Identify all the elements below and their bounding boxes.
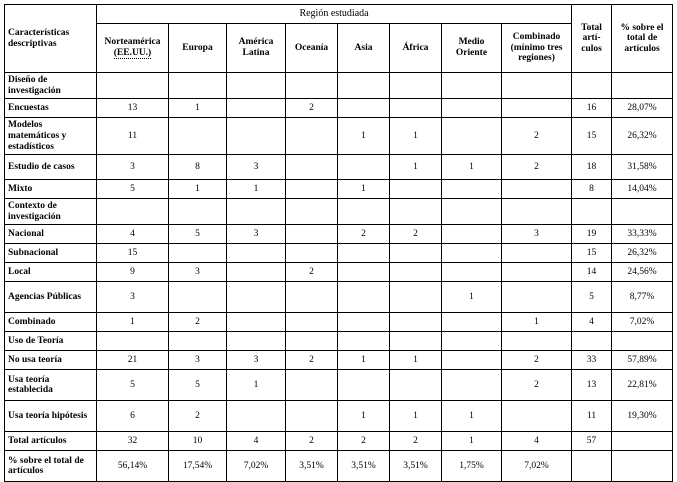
row-label: Contexto de investigación [5, 199, 97, 225]
cell-asia [338, 99, 390, 118]
table-row [5, 401, 673, 432]
col-header-total-articulos: Total artí-culos [572, 5, 612, 73]
col-header-medio-oriente: Medio Oriente [442, 24, 502, 73]
cell-oceania [286, 244, 338, 263]
cell-total_articulos [572, 451, 612, 482]
cell-america_latina: 3 [227, 155, 286, 180]
cell-asia [338, 332, 390, 351]
cell-africa [390, 199, 442, 225]
cell-norteamerica [97, 199, 169, 225]
cell-oceania [286, 313, 338, 332]
cell-europa: 3 [169, 351, 227, 370]
cell-america_latina [227, 99, 286, 118]
cell-america_latina: 1 [227, 370, 286, 401]
cell-america_latina [227, 332, 286, 351]
corner-header-cell: Características descriptivas [5, 5, 97, 73]
table-row [5, 225, 673, 244]
cell-total_articulos: 11 [572, 401, 612, 432]
cell-porcentaje: 57,89% [612, 351, 673, 370]
cell-america_latina: 3 [227, 225, 286, 244]
cell-porcentaje: 14,04% [612, 180, 673, 199]
cell-norteamerica [97, 73, 169, 99]
cell-oceania: 2 [286, 432, 338, 451]
cell-medio_oriente [442, 244, 502, 263]
cell-combinado: 2 [502, 155, 572, 180]
cell-combinado: 1 [502, 313, 572, 332]
cell-america_latina: 3 [227, 351, 286, 370]
cell-porcentaje [612, 451, 673, 482]
cell-america_latina: 7,02% [227, 451, 286, 482]
cell-porcentaje: 33,33% [612, 225, 673, 244]
cell-combinado [502, 180, 572, 199]
cell-africa [390, 313, 442, 332]
table-row [5, 351, 673, 370]
col-header-norteamerica-label: Norteamérica [104, 37, 161, 48]
cell-europa: 8 [169, 155, 227, 180]
cell-oceania: 2 [286, 351, 338, 370]
cell-total_articulos: 5 [572, 282, 612, 313]
cell-porcentaje: 24,56% [612, 263, 673, 282]
cell-medio_oriente [442, 180, 502, 199]
cell-africa: 2 [390, 225, 442, 244]
cell-combinado: 4 [502, 432, 572, 451]
cell-total_articulos: 19 [572, 225, 612, 244]
cell-asia: 2 [338, 432, 390, 451]
cell-total_articulos: 33 [572, 351, 612, 370]
table-row [5, 451, 673, 482]
row-label: No usa teoría [5, 351, 97, 370]
cell-total_articulos: 18 [572, 155, 612, 180]
cell-porcentaje: 26,32% [612, 244, 673, 263]
cell-medio_oriente [442, 225, 502, 244]
cell-porcentaje: 8,77% [612, 282, 673, 313]
table-row [5, 370, 673, 401]
cell-medio_oriente: 1,75% [442, 451, 502, 482]
table-head [5, 5, 673, 73]
cell-america_latina [227, 313, 286, 332]
table-row [5, 199, 673, 225]
cell-combinado: 3 [502, 225, 572, 244]
col-header-combinado-label: Combinado [512, 32, 561, 43]
cell-norteamerica: 6 [97, 401, 169, 432]
characteristics-by-region-table [4, 4, 673, 482]
cell-porcentaje: 22,81% [612, 370, 673, 401]
cell-total_articulos [572, 73, 612, 99]
cell-medio_oriente [442, 370, 502, 401]
group-header-row [5, 5, 673, 24]
cell-total_articulos: 13 [572, 370, 612, 401]
cell-africa: 2 [390, 432, 442, 451]
col-header-combinado [502, 24, 572, 73]
col-header-norteamerica-sublabel: (EE.UU.) [113, 48, 152, 58]
cell-asia [338, 73, 390, 99]
cell-europa: 1 [169, 99, 227, 118]
cell-norteamerica: 3 [97, 155, 169, 180]
cell-total_articulos [572, 332, 612, 351]
cell-africa [390, 244, 442, 263]
cell-america_latina [227, 401, 286, 432]
col-header-combinado-sublabel: (mínimo tres regiones) [510, 42, 563, 64]
row-label: Mixto [5, 180, 97, 199]
cell-asia: 1 [338, 401, 390, 432]
cell-combinado: 2 [502, 118, 572, 155]
cell-africa [390, 180, 442, 199]
cell-oceania [286, 199, 338, 225]
cell-norteamerica [97, 332, 169, 351]
table-row [5, 118, 673, 155]
row-label: Combinado [5, 313, 97, 332]
cell-medio_oriente [442, 99, 502, 118]
cell-africa: 1 [390, 155, 442, 180]
cell-oceania: 2 [286, 99, 338, 118]
cell-porcentaje: 31,58% [612, 155, 673, 180]
row-label: Total artículos [5, 432, 97, 451]
cell-medio_oriente [442, 118, 502, 155]
cell-europa: 10 [169, 432, 227, 451]
cell-america_latina [227, 244, 286, 263]
cell-asia [338, 199, 390, 225]
table-row [5, 180, 673, 199]
cell-norteamerica: 32 [97, 432, 169, 451]
cell-combinado: 2 [502, 370, 572, 401]
cell-europa: 3 [169, 263, 227, 282]
cell-oceania [286, 332, 338, 351]
cell-total_articulos [572, 199, 612, 225]
cell-africa [390, 263, 442, 282]
cell-porcentaje: 19,30% [612, 401, 673, 432]
row-label: Encuestas [5, 99, 97, 118]
table-row [5, 155, 673, 180]
cell-europa [169, 332, 227, 351]
row-label: Subnacional [5, 244, 97, 263]
row-label: % sobre el total de artículos [5, 451, 97, 482]
cell-porcentaje [612, 73, 673, 99]
col-header-porcentaje: % sobre el total de artículos [612, 5, 673, 73]
cell-europa [169, 118, 227, 155]
cell-america_latina [227, 118, 286, 155]
cell-total_articulos: 4 [572, 313, 612, 332]
col-header-norteamerica [97, 24, 169, 73]
cell-porcentaje [612, 199, 673, 225]
cell-norteamerica: 5 [97, 180, 169, 199]
cell-medio_oriente [442, 332, 502, 351]
cell-africa: 3,51% [390, 451, 442, 482]
cell-medio_oriente: 1 [442, 432, 502, 451]
cell-norteamerica: 1 [97, 313, 169, 332]
cell-america_latina: 1 [227, 180, 286, 199]
cell-oceania: 3,51% [286, 451, 338, 482]
cell-medio_oriente: 1 [442, 155, 502, 180]
cell-medio_oriente [442, 199, 502, 225]
row-label: Usa teoría hipótesis [5, 401, 97, 432]
table-row [5, 432, 673, 451]
cell-africa: 1 [390, 118, 442, 155]
cell-total_articulos: 8 [572, 180, 612, 199]
cell-europa [169, 282, 227, 313]
col-header-africa: África [390, 24, 442, 73]
cell-oceania [286, 401, 338, 432]
row-label: Modelos matemáticos y estadísticos [5, 118, 97, 155]
table-row [5, 99, 673, 118]
cell-asia: 2 [338, 225, 390, 244]
cell-america_latina: 4 [227, 432, 286, 451]
row-label: Local [5, 263, 97, 282]
cell-africa [390, 73, 442, 99]
cell-oceania [286, 225, 338, 244]
cell-total_articulos: 15 [572, 244, 612, 263]
cell-norteamerica: 9 [97, 263, 169, 282]
table-row [5, 282, 673, 313]
cell-africa [390, 332, 442, 351]
cell-africa: 1 [390, 401, 442, 432]
cell-combinado [502, 199, 572, 225]
cell-europa: 1 [169, 180, 227, 199]
cell-norteamerica: 3 [97, 282, 169, 313]
cell-europa [169, 199, 227, 225]
cell-oceania [286, 370, 338, 401]
cell-africa [390, 99, 442, 118]
cell-america_latina [227, 199, 286, 225]
col-header-asia: Asia [338, 24, 390, 73]
cell-asia: 1 [338, 351, 390, 370]
cell-asia [338, 370, 390, 401]
cell-europa [169, 244, 227, 263]
cell-norteamerica: 11 [97, 118, 169, 155]
cell-medio_oriente [442, 263, 502, 282]
row-label: Usa teoría establecida [5, 370, 97, 401]
cell-europa: 2 [169, 313, 227, 332]
table-row [5, 263, 673, 282]
col-header-europa: Europa [169, 24, 227, 73]
cell-asia [338, 313, 390, 332]
table-row [5, 244, 673, 263]
cell-norteamerica: 13 [97, 99, 169, 118]
cell-combinado [502, 282, 572, 313]
cell-combinado [502, 99, 572, 118]
cell-africa: 1 [390, 351, 442, 370]
cell-asia: 3,51% [338, 451, 390, 482]
cell-combinado [502, 332, 572, 351]
table-row [5, 313, 673, 332]
cell-africa [390, 282, 442, 313]
cell-europa: 17,54% [169, 451, 227, 482]
row-label: Estudio de casos [5, 155, 97, 180]
cell-europa: 2 [169, 401, 227, 432]
cell-america_latina [227, 282, 286, 313]
cell-europa: 5 [169, 370, 227, 401]
row-label: Uso de Teoría [5, 332, 97, 351]
table-row [5, 73, 673, 99]
cell-oceania [286, 73, 338, 99]
cell-oceania [286, 118, 338, 155]
cell-combinado [502, 263, 572, 282]
cell-asia [338, 244, 390, 263]
table-body [5, 73, 673, 482]
cell-oceania [286, 180, 338, 199]
row-label: Diseño de investigación [5, 73, 97, 99]
region-group-header: Región estudiada [97, 5, 572, 24]
cell-combinado [502, 401, 572, 432]
cell-medio_oriente [442, 351, 502, 370]
cell-porcentaje: 28,07% [612, 99, 673, 118]
table-row [5, 332, 673, 351]
cell-medio_oriente [442, 73, 502, 99]
cell-norteamerica: 15 [97, 244, 169, 263]
cell-america_latina [227, 73, 286, 99]
cell-asia [338, 263, 390, 282]
cell-asia [338, 155, 390, 180]
cell-porcentaje [612, 332, 673, 351]
cell-asia: 1 [338, 118, 390, 155]
cell-total_articulos: 15 [572, 118, 612, 155]
cell-norteamerica: 56,14% [97, 451, 169, 482]
cell-combinado: 2 [502, 351, 572, 370]
cell-asia: 1 [338, 180, 390, 199]
row-label: Nacional [5, 225, 97, 244]
cell-norteamerica: 5 [97, 370, 169, 401]
cell-africa [390, 370, 442, 401]
cell-medio_oriente [442, 313, 502, 332]
col-header-america-latina: América Latina [227, 24, 286, 73]
cell-oceania: 2 [286, 263, 338, 282]
cell-asia [338, 282, 390, 313]
cell-norteamerica: 4 [97, 225, 169, 244]
cell-combinado [502, 244, 572, 263]
cell-medio_oriente: 1 [442, 282, 502, 313]
cell-total_articulos: 57 [572, 432, 612, 451]
cell-oceania [286, 155, 338, 180]
cell-europa: 5 [169, 225, 227, 244]
cell-porcentaje: 26,32% [612, 118, 673, 155]
cell-oceania [286, 282, 338, 313]
cell-medio_oriente: 1 [442, 401, 502, 432]
cell-combinado: 7,02% [502, 451, 572, 482]
cell-america_latina [227, 263, 286, 282]
cell-porcentaje: 7,02% [612, 313, 673, 332]
col-header-oceania: Oceanía [286, 24, 338, 73]
cell-norteamerica: 21 [97, 351, 169, 370]
cell-total_articulos: 16 [572, 99, 612, 118]
cell-europa [169, 73, 227, 99]
cell-porcentaje [612, 432, 673, 451]
row-label: Agencias Públicas [5, 282, 97, 313]
cell-total_articulos: 14 [572, 263, 612, 282]
cell-combinado [502, 73, 572, 99]
